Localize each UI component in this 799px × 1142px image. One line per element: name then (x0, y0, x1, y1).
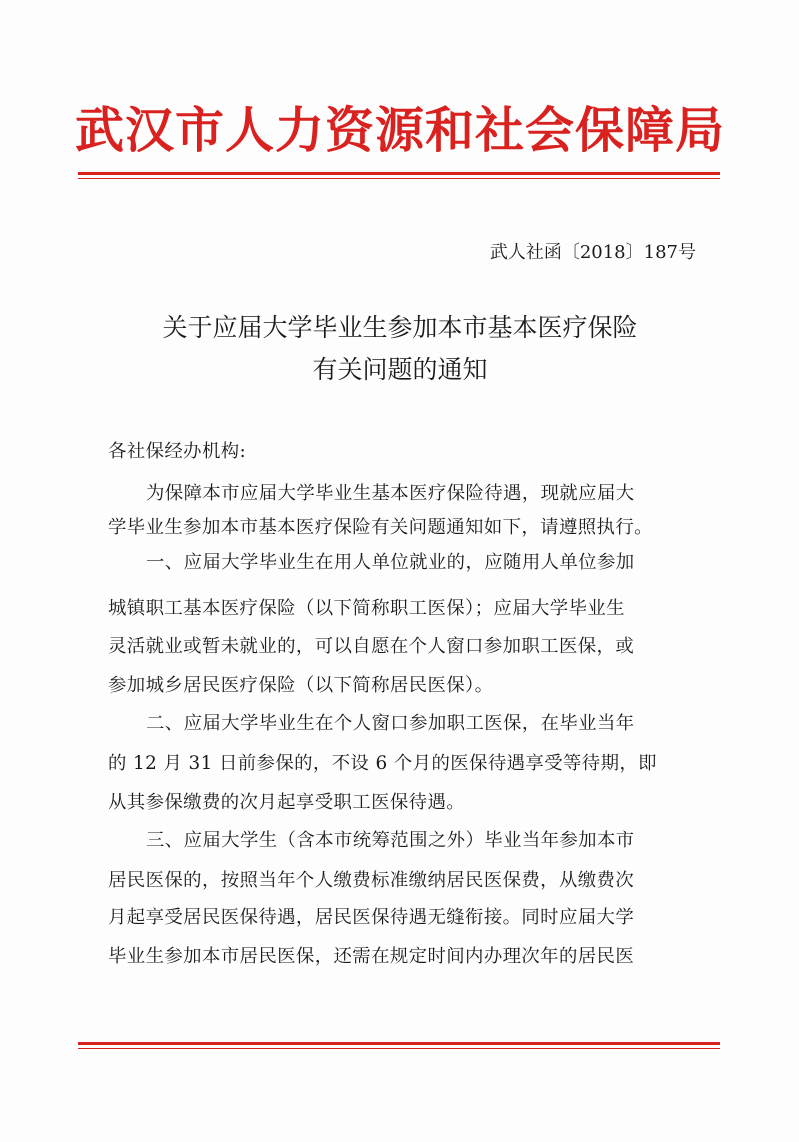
paragraph-line: 三、应届大学生（含本市统筹范围之外）毕业当年参加本市 (146, 830, 635, 851)
paragraph-line: 灵活就业或暂未就业的，可以自愿在个人窗口参加职工医保，或 (108, 636, 635, 657)
paragraph-line: 的 12 月 31 日前参保的，不设 6 个月的医保待遇享受等待期，即 (108, 753, 657, 774)
paragraph-line: 毕业生参加本市居民医保，还需在规定时间内办理次年的居民医 (108, 946, 635, 967)
paragraph-line: 参加城乡居民医疗保险（以下简称居民医保）。 (108, 675, 494, 696)
document-title-line-2: 有关问题的通知 (312, 355, 488, 384)
footer-red-rule-thin (78, 1048, 720, 1049)
header-red-rule-thick (78, 172, 720, 175)
paragraph-line: 一、应届大学毕业生在用人单位就业的，应随用人单位参加 (146, 552, 635, 573)
salutation: 各社保经办机构: (108, 441, 247, 462)
document-number: 武人社函〔2018〕187号 (489, 242, 696, 263)
issuing-authority-header: 武汉市人力资源和社会保障局 (74, 101, 725, 159)
paragraph-line: 居民医保的，按照当年个人缴费标准缴纳居民医保费，从缴费次 (108, 870, 635, 891)
paragraph-line: 学毕业生参加本市基本医疗保险有关问题通知如下，请遵照执行。 (108, 517, 653, 538)
paragraph-line: 城镇职工基本医疗保险（以下简称职工医保）；应届大学毕业生 (108, 598, 625, 619)
footer-red-rule-thick (78, 1042, 720, 1045)
paragraph-line: 从其参保缴费的次月起享受职工医保待遇。 (108, 792, 466, 813)
paragraph-line: 二、应届大学毕业生在个人窗口参加职工医保，在毕业当年 (146, 713, 635, 734)
paragraph-line: 月起享受居民医保待遇，居民医保待遇无缝衔接。同时应届大学 (108, 907, 635, 928)
paragraph-line: 为保障本市应届大学毕业生基本医疗保险待遇，现就应届大 (146, 483, 635, 504)
header-red-rule-thin (78, 178, 720, 179)
document-title-line-1: 关于应届大学毕业生参加本市基本医疗保险 (162, 313, 638, 342)
